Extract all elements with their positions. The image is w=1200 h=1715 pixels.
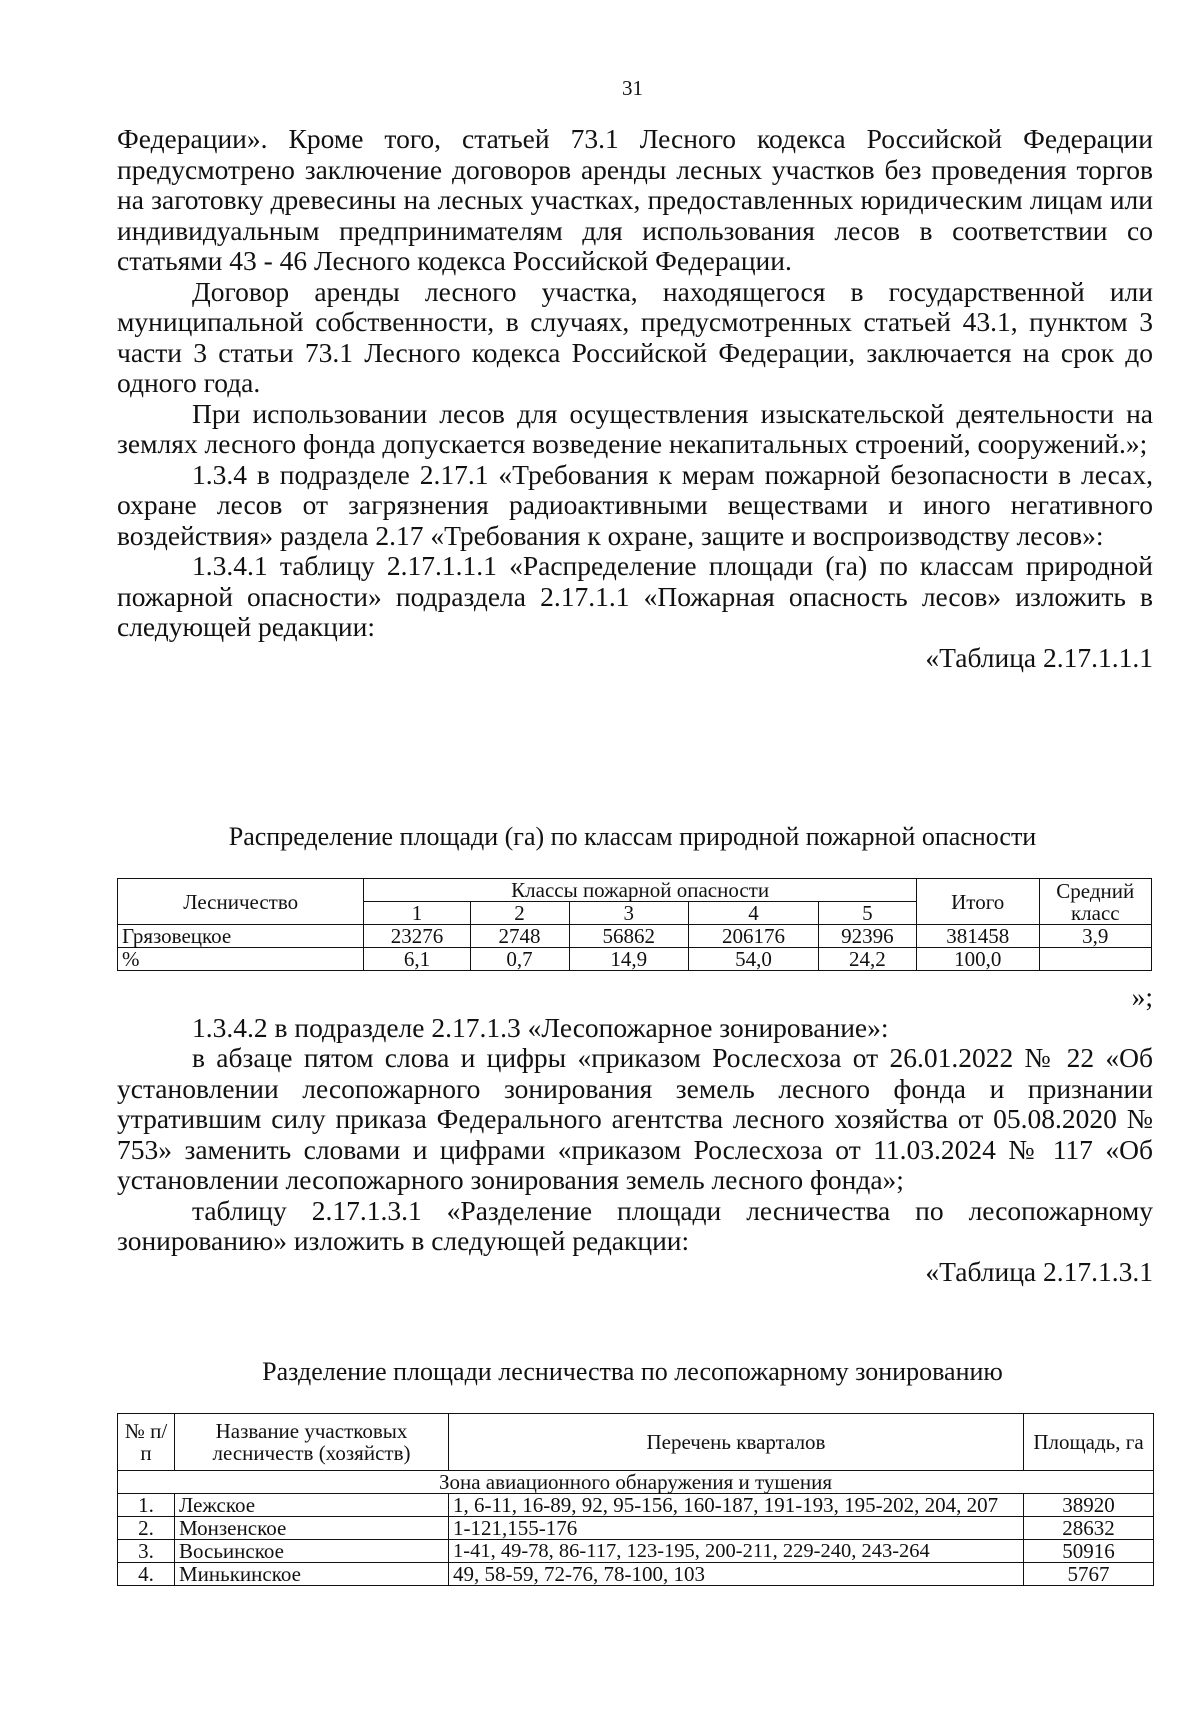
cell-value: 2748: [470, 925, 569, 948]
fire-danger-table: [117, 878, 1152, 971]
cell-average: 3,9: [1039, 925, 1151, 948]
row-number: 1.: [118, 1494, 175, 1517]
table-row: [118, 925, 1152, 948]
row-name: Лежское: [175, 1494, 449, 1517]
paragraph: 1.3.4.2 в подразделе 2.17.1.3 «Лесопожарное зонирование»:: [192, 1011, 889, 1043]
row-name: %: [118, 948, 364, 971]
row-number: 4.: [118, 1563, 175, 1586]
paragraph: 1.3.4 в подразделе 2.17.1 «Требования к мерам пожарной безопасности в лесах, охране лесов от загрязнения радиоактивными веществами и иного негативного воздействия» раздела 2.17 «Требования к охране, защите и воспроизводству лесов»:: [117, 458, 1153, 551]
row-area: 5767: [1024, 1563, 1154, 1586]
cell-value: 6,1: [364, 948, 470, 971]
table2-title: Разделение площади лесничества по лесопожарному зонированию: [262, 1357, 1003, 1386]
table1-label: «Таблица 2.17.1.1.1: [925, 641, 1153, 673]
cell-total: 100,0: [916, 948, 1039, 971]
class-number: 2: [470, 902, 569, 925]
table-row: [118, 1494, 1154, 1517]
cell-value: 54,0: [689, 948, 819, 971]
class-number: 3: [569, 902, 689, 925]
body-text-middle: [117, 981, 1153, 1287]
header-area: Площадь, га: [1024, 1414, 1154, 1471]
row-quarters: 1, 6-11, 16-89, 92, 95-156, 160-187, 191-193, 195-202, 204, 207: [449, 1494, 1024, 1517]
row-name: Монзенское: [175, 1517, 449, 1540]
cell-value: 23276: [364, 925, 470, 948]
row-area: 38920: [1024, 1494, 1154, 1517]
body-text-top: [117, 124, 1153, 673]
class-number: 5: [818, 902, 916, 925]
row-number: 3.: [118, 1540, 175, 1563]
table1-end: »;: [1131, 981, 1153, 1012]
page-number: 31: [622, 76, 643, 100]
header-number: № п/п: [118, 1414, 175, 1471]
table-row: [118, 948, 1152, 971]
cell-total: 381458: [916, 925, 1039, 948]
row-name: Восьинское: [175, 1540, 449, 1563]
cell-value: 24,2: [818, 948, 916, 971]
row-quarters: 49, 58-59, 72-76, 78-100, 103: [449, 1563, 1024, 1586]
class-number: 1: [364, 902, 470, 925]
paragraph: 1.3.4.1 таблицу 2.17.1.1.1 «Распределение площади (га) по классам природной пожарной опасности» подраздела 2.17.1.1 «Пожарная опасность лесов» изложить в следующей редакции:: [117, 550, 1153, 642]
paragraph: в абзаце пятом слова и цифры «приказом Рослесхоза от 26.01.2022 № 22 «Об установлении лесопожарного зонирования земель лесного фонда и признании утратившим силу приказа Федерального агентства лесного хозяйства от 05.08.2020 № 753» заменить словами и цифрами «приказом Рослесхоза от 11.03.2024 № 117 «Об установлении лесопожарного зонирования земель лесного фонда»;: [117, 1042, 1153, 1195]
table1-title: Распределение площади (га) по классам природной пожарной опасности: [228, 822, 1037, 851]
header-classes: Классы пожарной опасности: [364, 879, 917, 902]
table-row: [118, 1540, 1154, 1563]
row-area: 50916: [1024, 1540, 1154, 1563]
zone-row: Зона авиационного обнаружения и тушения: [118, 1471, 1154, 1494]
table-row: [118, 1517, 1154, 1540]
paragraph: Договор аренды лесного участка, находящегося в государственной или муниципальной собственности, в случаях, предусмотренных статьей 43.1, пунктом 3 части 3 статьи 73.1 Лесного кодекса Российской Федерации, заключается на срок до одного года.: [117, 275, 1153, 398]
row-quarters: 1-41, 49-78, 86-117, 123-195, 200-211, 229-240, 243-264: [449, 1540, 1024, 1563]
header-average: Средний класс: [1039, 879, 1151, 925]
row-name: Грязовецкое: [118, 925, 364, 948]
cell-value: 0,7: [470, 948, 569, 971]
cell-value: 206176: [689, 925, 819, 948]
row-area: 28632: [1024, 1517, 1154, 1540]
paragraph: Федерации». Кроме того, статьей 73.1 Лесного кодекса Российской Федерации предусмотрено заключение договоров аренды лесных участков без проведения торгов на заготовку древесины на лесных участках, предоставленных юридическим лицам или индивидуальным предпринимателям для использования лесов в соответствии со статьями 43 - 46 Лесного кодекса Российской Федерации.: [117, 123, 1153, 276]
cell-value: 92396: [818, 925, 916, 948]
row-name: Минькинское: [175, 1563, 449, 1586]
table2-label: «Таблица 2.17.1.3.1: [925, 1255, 1153, 1287]
row-quarters: 1-121,155-176: [449, 1517, 1024, 1540]
header-forestry: Лесничество: [118, 879, 364, 925]
paragraph: таблицу 2.17.1.3.1 «Разделение площади лесничества по лесопожарному зонированию» изложить в следующей редакции:: [117, 1194, 1153, 1256]
cell-average: [1039, 948, 1151, 971]
header-total: Итого: [916, 879, 1039, 925]
table-row: [118, 1563, 1154, 1586]
header-name: Название участковых лесничеств (хозяйств): [175, 1414, 449, 1471]
class-number: 4: [689, 902, 819, 925]
paragraph: При использовании лесов для осуществления изыскательской деятельности на землях лесного фонда допускается возведение некапитальных строений, сооружений.»;: [117, 397, 1153, 459]
cell-value: 56862: [569, 925, 689, 948]
fire-zoning-table: [117, 1413, 1154, 1586]
row-number: 2.: [118, 1517, 175, 1540]
cell-value: 14,9: [569, 948, 689, 971]
header-quarters: Перечень кварталов: [449, 1414, 1024, 1471]
